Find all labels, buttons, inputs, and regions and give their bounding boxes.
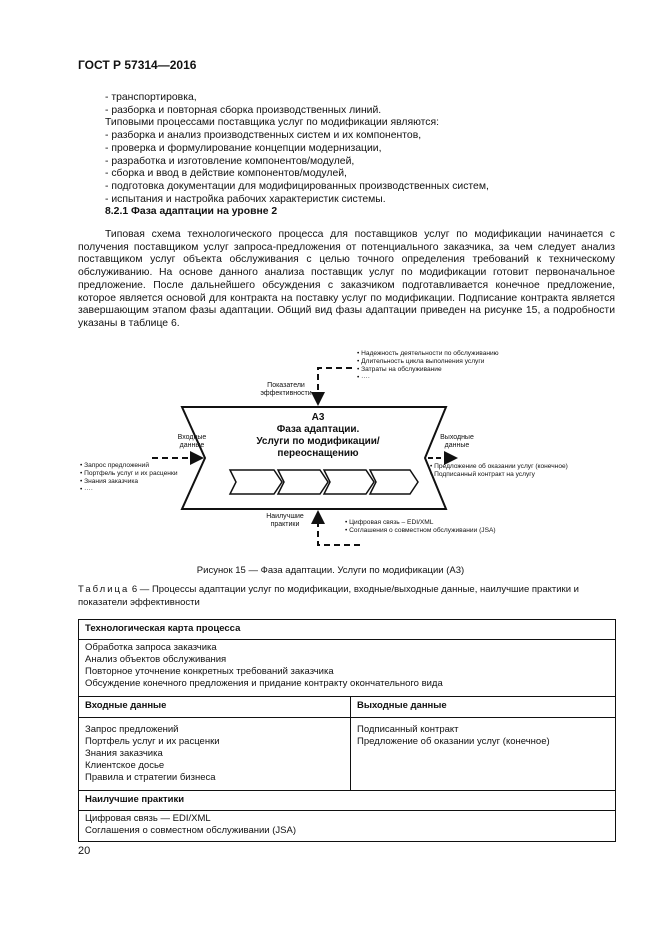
input-label: Входные данные [177, 434, 207, 450]
paragraph-text: Типовая схема технологического процесса для поставщиков услуг по модификации начинается с получения поставщиком услуг запроса-предложения от потенциального заказчика, за чем следует анализ поставщиком услуг объекта обслуживания с целью точного определения требований к техническому обслуживанию. На основе данного анализа поставщик услуг по модификации готовит первоначальное предложение. После дальнейшего обсуждения с заказчиком подготавливается конечное предложение, которое является основой для контракта на поставку услуг по модификации. Подписание контракта является завершающим этапом фазы адаптации. Общий вид фазы адаптации приведен на рисунке 15, а подробности указаны в таблице 6. [78, 229, 615, 329]
kpi-list: • Надежность деятельности по обслуживанию • Длительность цикла выполнения услуги • Затраты на обслуживание • ···· [357, 350, 499, 381]
table-cell-line: Повторное уточнение конкретных требований заказчика [85, 666, 334, 678]
list-item: - разборка и анализ производственных систем и их компонентов, [105, 130, 422, 142]
process-items [79, 640, 616, 697]
table-cell-line: Правила и стратегии бизнеса [85, 771, 216, 783]
list-item: - разборка и повторная сборка производственных линий. [105, 104, 382, 116]
kpi-label: Показатели эффективности [260, 382, 312, 398]
table-cell-line: Портфель услуг и их расценки [85, 735, 220, 747]
table-cell-line: Клиентское досье [85, 759, 165, 771]
list-intro: Типовыми процессами поставщика услуг по модификации являются: [105, 117, 439, 129]
sub-chevron-3 [324, 470, 374, 494]
table-cell-line: Обработка запроса заказчика [85, 642, 217, 654]
page-number: 20 [78, 845, 91, 857]
output-data-header: Выходные данные [351, 697, 616, 717]
top-dashed-line [318, 368, 352, 404]
best-practices-list: • Цифровая связь – EDI/XML • Соглашения о совместном обслуживании (JSA) [345, 519, 496, 534]
process-table [78, 619, 616, 842]
output-list: • Предложение об оказании услуг (конечное) • Подписанный контракт на услугу [430, 463, 568, 478]
input-data-cell [79, 717, 351, 790]
list-item: - разработка и изготовление компонентов/модулей, [105, 155, 355, 167]
phase-title: А3 Фаза адаптации. Услуги по модификации/ переоснащению [256, 412, 380, 459]
best-practices-label: Наилучшие практики [266, 513, 304, 529]
best-practices-cell [79, 811, 616, 842]
document-header: ГОСТ Р 57314—2016 [78, 58, 197, 72]
table-caption-prefix: Таблица [78, 584, 130, 595]
list-item: - сборка и ввод в действие компонентов/модулей, [105, 168, 347, 180]
table-cell-line: Цифровая связь — EDI/XML [85, 813, 211, 825]
table-cell-line: Обсуждение конечного предложения и придание контракту окончательного вида [85, 678, 443, 690]
list-item: - подготовка документации для модифицированных производственных систем, [105, 180, 489, 192]
list-item: - испытания и настройка рабочих характеристик системы. [105, 193, 386, 205]
table-cell-line: Предложение об оказании услуг (конечное) [357, 735, 550, 747]
best-practices-header: Наилучшие практики [79, 791, 616, 811]
sub-chevron-4 [370, 470, 418, 494]
sub-chevron-1 [230, 470, 282, 494]
table-cell-line: Анализ объектов обслуживания [85, 654, 227, 666]
process-header: Технологическая карта процесса [79, 620, 616, 640]
figure-caption: Рисунок 15 — Фаза адаптации. Услуги по модификации (А3) [196, 565, 465, 576]
table-cell-line: Соглашения о совместном обслуживании (JSA) [85, 825, 296, 837]
output-label: Выходные данные [440, 434, 474, 450]
sub-chevron-2 [278, 470, 328, 494]
table-cell-line: Запрос предложений [85, 723, 179, 735]
table-cell-line: Знания заказчика [85, 747, 163, 759]
table-caption-text: 6 — Процессы адаптации услуг по модификации, входные/выходные данные, наилучшие практики и показатели эффективности [78, 584, 579, 608]
section-title: 8.2.1 Фаза адаптации на уровне 2 [105, 206, 278, 218]
table-caption [78, 584, 616, 609]
table-cell-line: Подписанный контракт [357, 723, 459, 735]
input-data-header: Входные данные [79, 697, 351, 717]
list-item: - транспортировка, [105, 92, 197, 103]
list-item: - проверка и формулирование концепции модернизации, [105, 142, 382, 154]
input-list: • Запрос предложений • Портфель услуг и их расценки • Знания заказчика • ···· [80, 462, 178, 493]
output-data-cell [351, 717, 616, 790]
